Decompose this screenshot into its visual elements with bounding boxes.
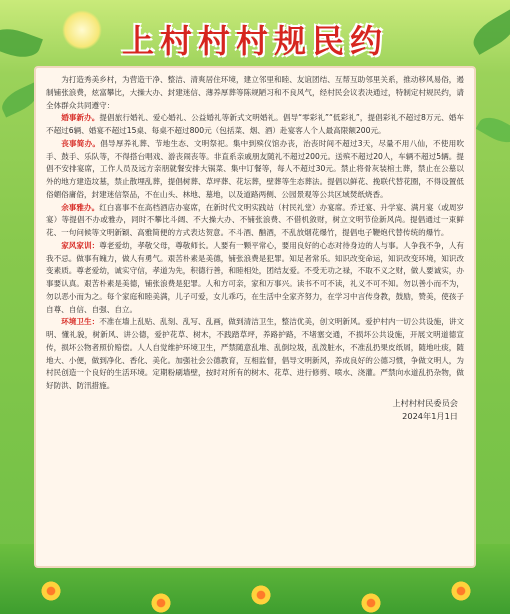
flower-decoration	[450, 580, 472, 602]
flower-decoration	[360, 592, 382, 614]
section-text: 提倡旅行婚礼、爱心婚礼、公益婚礼等新式文明婚礼。倡导“零彩礼”“低彩礼”，提倡彩礼不超过8万元、婚车不超过6辆、婚宴不超过15桌、每桌不超过800元（包括菜、烟、酒）赴宴客人个人最高限额200元。	[46, 113, 465, 135]
section-heading: 余事雅办。	[61, 202, 100, 212]
intro-paragraph: 为打造秀美乡村，为营造干净、整洁、清爽居住环境，建立邻里和睦、友谊团结、互帮互助邻里关系，推动移风易俗，遏制铺张浪费，炫富攀比，大操大办、封建迷信、薄养厚葬等陈规陋习和不良风气，经村民会议表决通过，特制定村规民约，请全体群众共同遵守：	[46, 75, 464, 110]
flower-decoration	[150, 592, 172, 614]
signature-date: 2024年1月1日	[402, 410, 458, 421]
section-text: 红白喜事不在高档酒店办宴席，在新时代文明实践站（村民礼堂）办宴席。乔迁宴、升学宴、满月宴（或周岁宴）等提倡不办或雅办，同时不攀比斗阔、不大操大办、不铺张浪费、不借机敛财，树立文明节俭新风尚。提倡通过一束鲜花、一句问候等文明新颖、高雅简便的方式表达贺意。不斗酒、酗酒，不乱放烟花爆竹，提倡电子鞭炮代替传统的爆竹。	[46, 202, 465, 237]
section-environment	[46, 316, 464, 393]
section-heading: 婚事新办。	[61, 113, 100, 123]
flower-decoration	[250, 584, 272, 606]
signature-org: 上村村村民委员会	[392, 397, 458, 408]
section-text: 尊老爱幼，孝敬父母，尊敬师长。人要有一颗平常心，要用良好的心态对待身边的人与事。人争我不争，人有我不忌。做事有魄力，做人有勇气。艰苦朴素是美德，铺张浪费是犯罪。知足者常乐。知识改变命运，知识改变环境，知识改变素质。尊老爱幼，诚实守信，孝道为先，积德行善，和睦相处，团结友爱。不受无功之禄，不取不义之财，做人要诚实，办事要认真。艰苦朴素是美德，铺张浪费是犯罪。人和方可亲，家和万事兴。读书不可不读，礼义不可不知。勿以善小而不为，勿以恶小而为之。每个家庭和睦美满，儿子可爱，女儿乖巧，在生活中全家齐努力，在学习中言传身教，鼓励，赞美，使孩子自尊、自信、自强、自立。	[46, 240, 465, 314]
section-other-events	[46, 202, 464, 240]
section-heading: 丧事简办。	[61, 138, 101, 148]
section-text: 倡导厚养礼葬、节地生态、文明祭祀。集中到殡仪馆办丧，治丧时间不超过3天，尽量不用八仙，不使用吹手、鼓手、乐队等，不得搭台唱戏、游丧闹丧等。非直系亲戚朋友随礼不超过200元。送殡不超过20人，车辆不超过5辆。提倡不安排宴席，工作人员及远方亲朋就餐安排大锅菜、集中订餐等，每人不超过30元。禁止将骨灰装棺土葬，禁止在公墓以外的地方建造坟墓，禁止散埋乱葬，提倡树葬、草坪葬、花坛葬，壁葬等生态葬法。提倡以鲜花、挽联代替花圈，不得设置低俗媚俗庸俗，封建迷信祭品，不在山头、林地、墓地，以及道路两侧、公园景观等公共区域焚纸烧香。	[46, 138, 465, 199]
flower-decoration	[40, 580, 62, 602]
content-panel	[34, 66, 476, 568]
section-wedding	[46, 112, 464, 138]
section-heading: 环境卫生：	[61, 317, 100, 327]
signature-block	[46, 397, 464, 423]
section-funeral	[46, 138, 464, 202]
section-heading: 家风家训：	[61, 240, 100, 250]
section-family-rules	[46, 240, 464, 317]
page-title: 上村村村规民约	[121, 22, 388, 60]
section-text: 不准在墙上乱贴、乱刻、乱写、乱画，做到清洁卫生，整洁优美，创文明新风。爱护村内一切公共设施，讲文明、懂礼貌，树新风、讲公德，爱护花草、树木，不践踏草坪，养路护路，不堵塞交通，不损坏公共设施，开展文明道德宣传，损坏公物者照价赔偿。人人自觉维护环境卫生，严禁随意乱堆、乱倒垃圾，乱泼脏水，不准乱扔果皮纸屑，随地吐痰，随地大、小便，做到净化、香化、美化。加强社会公德教育，互相监督，倡导文明新风，养成良好的公德习惯，争做文明人，为村民创造一个良好的生活环境。定期粉刷墙壁，按时对所有的树木、花草、进行修剪、喷水、浇灌。严禁向水道乱扔杂物，做好防洪、防汛措施。	[46, 317, 465, 390]
